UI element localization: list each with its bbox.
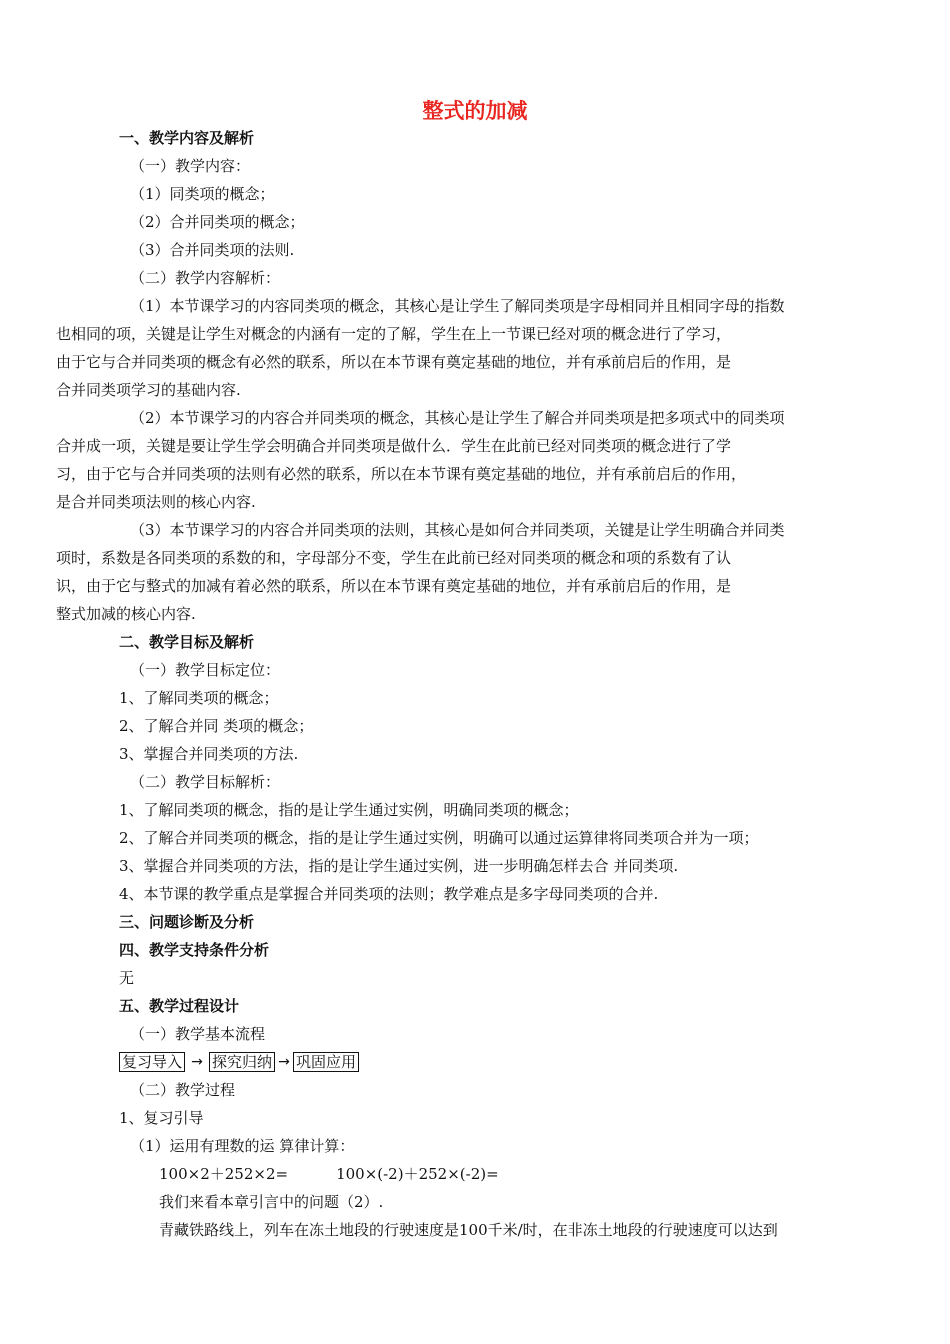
section-heading: 一、教学内容及解析 xyxy=(119,129,255,147)
body-text: 无 xyxy=(119,969,135,987)
flow-step: 复习导入 xyxy=(119,1052,185,1072)
calc-expression: 100×2＋252×2= xyxy=(159,1165,289,1183)
subheading: （二）教学过程 xyxy=(130,1081,236,1099)
body-text: 我们来看本章引言中的问题（2）. xyxy=(159,1193,384,1211)
subheading: （二）教学内容解析： xyxy=(130,269,281,287)
arrow-right-icon: → xyxy=(191,1054,203,1070)
paragraph xyxy=(56,292,864,404)
calc-expression: 100×(-2)＋252×(-2)= xyxy=(336,1165,499,1183)
document-title: 整式的加减 xyxy=(422,99,528,123)
list-item: （1）运用有理数的运 算律计算： xyxy=(130,1137,355,1155)
subheading: （一）教学内容： xyxy=(130,157,251,175)
section-heading: 二、教学目标及解析 xyxy=(119,633,255,651)
list-item: 4、本节课的教学重点是掌握合并同类项的法则；教学难点是多字母同类项的合并. xyxy=(119,885,659,903)
paragraph-line: 是合并同类项法则的核心内容. xyxy=(56,493,256,511)
paragraph-line: 整式加减的核心内容. xyxy=(56,605,196,623)
flow-step: 巩固应用 xyxy=(293,1052,359,1072)
paragraph-line: （1）本节课学习的内容同类项的概念，其核心是让学生了解同类项是字母相同并且相同字母的指数 xyxy=(130,297,785,315)
flowchart xyxy=(119,1048,864,1076)
list-item: 3、掌握合并同类项的方法. xyxy=(119,745,299,763)
section-heading: 五、教学过程设计 xyxy=(119,997,240,1015)
flow-step: 探究归纳 xyxy=(209,1052,275,1072)
paragraph-line: 合并成一项，关键是要让学生学会明确合并同类项是做什么．学生在此前已经对同类项的概念进行了学 xyxy=(56,437,732,455)
list-item: 1、了解同类项的概念，指的是让学生通过实例，明确同类项的概念； xyxy=(119,801,579,819)
paragraph-line: 识，由于它与整式的加减有着必然的联系，所以在本节课有奠定基础的地位，并有承前启后的作用，是 xyxy=(56,577,732,595)
arrow-right-icon: → xyxy=(278,1054,290,1070)
list-item: （3）合并同类项的法则. xyxy=(130,241,295,259)
step-heading: 1、复习引导 xyxy=(119,1109,204,1127)
paragraph-line: 也相同的项，关键是让学生对概念的内涵有一定的了解，学生在上一节课已经对项的概念进行了学习， xyxy=(56,325,732,343)
list-item: 3、掌握合并同类项的方法，指的是让学生通过实例，进一步明确怎样去合 并同类项. xyxy=(119,857,679,875)
list-item: （1）同类项的概念； xyxy=(130,185,275,203)
list-item: 1、了解同类项的概念； xyxy=(119,689,279,707)
list-item: （2）合并同类项的概念； xyxy=(130,213,305,231)
document-body xyxy=(56,124,864,1244)
paragraph-line: 习，由于它与合并同类项的法则有必然的联系，所以在本节课有奠定基础的地位，并有承前启后的作用， xyxy=(56,465,747,483)
paragraph-line: 由于它与合并同类项的概念有必然的联系，所以在本节课有奠定基础的地位，并有承前启后的作用，是 xyxy=(56,353,732,371)
list-item: 2、了解合并同类项的概念，指的是让学生通过实例，明确可以通过运算律将同类项合并为一项； xyxy=(119,829,759,847)
paragraph-line: （3）本节课学习的内容合并同类项的法则，其核心是如何合并同类项，关键是让学生明确合并同类 xyxy=(130,521,785,539)
paragraph xyxy=(56,516,864,628)
list-item: 2、了解合并同 类项的概念； xyxy=(119,717,314,735)
section-heading: 四、教学支持条件分析 xyxy=(119,941,270,959)
paragraph-line: 合并同类项学习的基础内容. xyxy=(56,381,241,399)
section-heading: 三、问题诊断及分析 xyxy=(119,913,255,931)
subheading: （一）教学目标定位： xyxy=(130,661,281,679)
paragraph xyxy=(56,404,864,516)
subheading: （二）教学目标解析： xyxy=(130,773,281,791)
subheading: （一）教学基本流程 xyxy=(130,1025,266,1043)
calculation-row xyxy=(119,1160,864,1188)
body-text: 青藏铁路线上，列车在冻土地段的行驶速度是100千米/时，在非冻土地段的行驶速度可以达到 xyxy=(159,1221,778,1239)
paragraph-line: 项时，系数是各同类项的系数的和，字母部分不变，学生在此前已经对同类项的概念和项的系数有了认 xyxy=(56,549,732,567)
paragraph-line: （2）本节课学习的内容合并同类项的概念，其核心是让学生了解合并同类项是把多项式中的同类项 xyxy=(130,409,785,427)
